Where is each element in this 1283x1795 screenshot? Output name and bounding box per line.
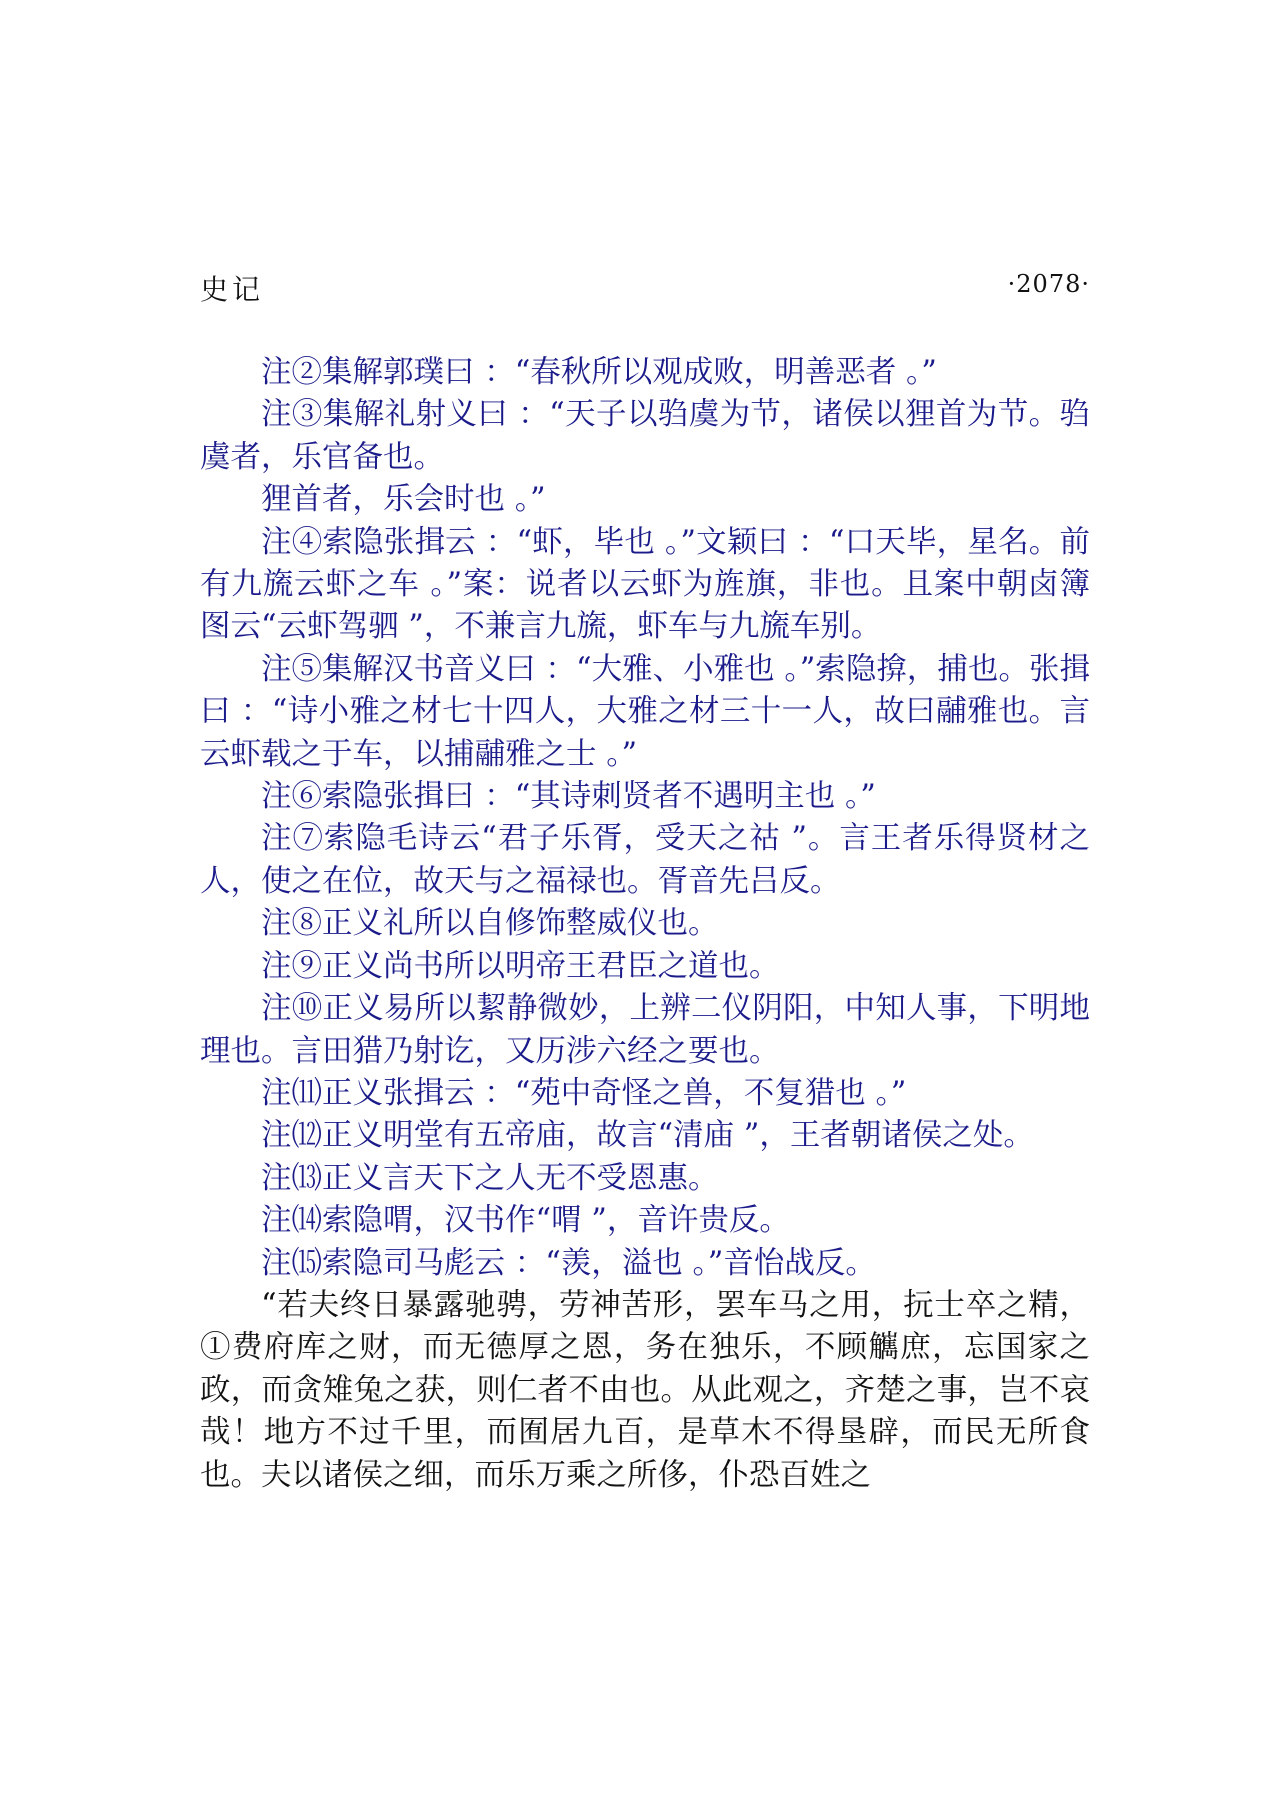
note-paragraph: 注⒂索隐司马彪云 ：“羡，溢也 。”音怡战反。 (261, 1245, 876, 1281)
note-paragraph: 狸首者，乐会时也 。” (261, 482, 546, 518)
note-paragraph: 注⒀正义言天下之人无不受恩惠。 (261, 1160, 719, 1196)
page-number: ·2078· (1007, 270, 1090, 298)
note-paragraph: 注⒁索隐喟，汉书作“喟 ”，音许贵反。 (261, 1203, 790, 1239)
book-title: 史记 (200, 273, 265, 306)
note-paragraph: 注⑨正义尚书所以明帝王君臣之道也。 (261, 948, 780, 984)
page-body (200, 352, 1090, 1497)
note-paragraph: 注⑤集解汉书音义曰 ：“大雅、小雅也 。”索隐揜，捕也。张揖曰 ：“诗小雅之材七十四人，大雅之材三十一人，故曰鬴雅也。言云虾载之于车，以捕鬴雅之士 。” (200, 651, 1090, 772)
note-paragraph: 注④索隐张揖云 ：“虾，毕也 。”文颖曰 ：“口天毕，星名。前有九旒云虾之车 。”案：说者以云虾为旌旗，非也。且案中朝卤簿图云“云虾驾驷 ”，不兼言九旒，虾车与九旒车别。 (200, 524, 1090, 645)
note-paragraph: 注②集解郭璞曰 ：“春秋所以观成败，明善恶者 。” (261, 355, 937, 390)
note-paragraph: 注⑥索隐张揖曰 ：“其诗刺贤者不遇明主也 。” (261, 779, 876, 815)
note-paragraph: 注⑿正义明堂有五帝庙，故言“清庙 ”，王者朝诸侯之处。 (261, 1118, 1034, 1154)
page-header (200, 268, 1090, 308)
note-paragraph: 注⑾正义张揖云 ：“苑中奇怪之兽，不复猎也 。” (261, 1075, 907, 1111)
note-paragraph: 注③集解礼射义曰 ：“天子以驺虞为节，诸侯以狸首为节。驺虞者，乐官备也。 (200, 397, 1090, 475)
note-paragraph: 注⑩正义易所以絜静微妙，上辨二仪阴阳，中知人事，下明地理也。言田猎乃射讫，又历涉六经之要也。 (200, 991, 1090, 1069)
note-paragraph: 注⑦索隐毛诗云“君子乐胥，受天之祜 ”。言王者乐得贤材之人，使之在位，故天与之福禄也。胥音先吕反。 (200, 821, 1090, 899)
main-text-paragraph: “若夫终日暴露驰骋，劳神苦形，罢车马之用，抏士卒之精，①费府库之财，而无德厚之恩，务在独乐，不顾觽庶，忘国家之政，而贪雉兔之获，则仁者不由也。从此观之，齐楚之事，岂不哀哉！地方不过千里，而囿居九百，是草木不得垦辟，而民无所食也。夫以诸侯之细，而乐万乘之所侈，仆恐百姓之 (200, 1287, 1090, 1493)
note-paragraph: 注⑧正义礼所以自修饰整威仪也。 (261, 906, 719, 942)
